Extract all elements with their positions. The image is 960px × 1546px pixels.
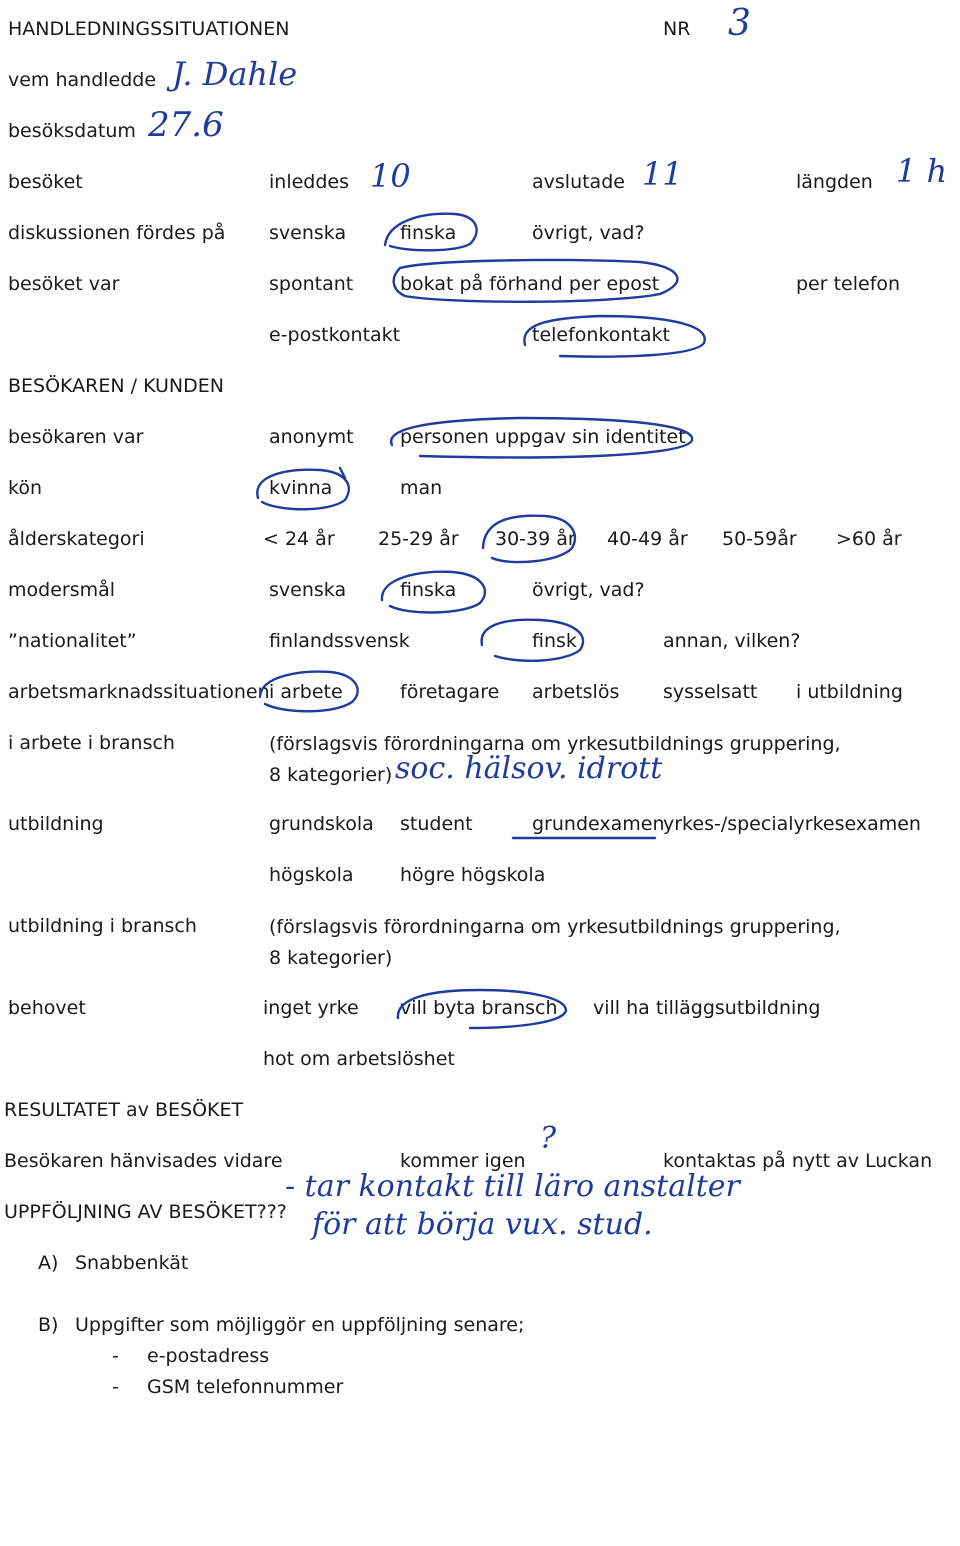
bransch-label: i arbete i bransch [8,732,175,754]
behovet-option-tillaggsutbildning: vill ha tilläggsutbildning [593,997,821,1019]
besoket-var-option-telefonkontakt: telefonkontakt [532,324,671,346]
resultat-kontaktas: kontaktas på nytt av Luckan [663,1150,933,1172]
item-b-text: Uppgifter som möjliggör en uppföljning senare; [75,1314,525,1336]
langden-label: längden [796,171,873,193]
arbetsmarknad-option-i-arbete: i arbete [269,681,343,703]
besoket-var-option-telefon: per telefon [796,273,901,295]
modersmal-option-finska: finska [400,579,457,601]
diskussion-option-finska: finska [400,222,457,244]
uppfoljning-handwritten-line2: för att börja vux. stud. [312,1207,653,1242]
alder-option-under24: < 24 år [263,528,335,550]
bransch-text: (förslagsvis förordningarna om yrkesutbildnings gruppering, 8 kategorier) [269,733,841,786]
arbetsmarknad-option-foretagare: företagare [400,681,500,703]
diskussion-option-svenska: svenska [269,222,347,244]
bullet-dash: - [112,1345,119,1367]
item-a-marker: A) [38,1252,59,1274]
besoket-var-option-spontant: spontant [269,273,354,295]
bullet-epostadress: e-postadress [147,1345,270,1367]
resultat-question-mark: ? [540,1121,557,1156]
arbetsmarknad-option-sysselsatt: sysselsatt [663,681,758,703]
inleddes-handwritten-value: 10 [370,157,411,195]
kon-option-kvinna: kvinna [269,477,333,499]
utbildning-option-hogskola: högskola [269,864,354,886]
datum-handwritten-value: 27.6 [148,105,224,145]
alder-option-30-39: 30-39 år [495,528,576,550]
arbetsmarknad-option-arbetslos: arbetslös [532,681,620,703]
arbetsmarknad-label: arbetsmarknadssituationen [8,681,270,703]
modersmal-option-svenska: svenska [269,579,347,601]
kon-label: kön [8,477,42,499]
langden-handwritten-value: 1 h [896,152,948,190]
circle-tick-kvinna [340,468,345,478]
besokaren-option-identitet: personen uppgav sin identitet [400,426,686,448]
bullet-dash: - [112,1376,119,1398]
utbildning-option-grundskola: grundskola [269,813,374,835]
bullet-gsm: GSM telefonnummer [147,1376,344,1398]
nationalitet-option-finlandssvensk: finlandssvensk [269,630,410,652]
section-besokaren-heading: BESÖKAREN / KUNDEN [8,375,224,397]
besoket-var-label: besöket var [8,273,120,295]
modersmal-option-ovrigt: övrigt, vad? [532,579,645,601]
diskussion-option-ovrigt: övrigt, vad? [532,222,645,244]
utbildning-option-hogre-hogskola: högre högskola [400,864,546,886]
bransch-handwritten-value: soc. hälsov. idrott [395,751,663,786]
diskussion-label: diskussionen fördes på [8,222,226,244]
utbildning-option-student: student [400,813,473,835]
avslutade-label: avslutade [532,171,625,193]
utbildning-option-grundexamen: grundexamen [532,813,665,835]
item-b-marker: B) [38,1314,59,1336]
avslutade-handwritten-value: 11 [642,155,683,193]
modersmal-label: modersmål [8,579,116,601]
behovet-option-inget-yrke: inget yrke [263,997,359,1019]
utbildning-bransch-label: utbildning i bransch [8,915,197,937]
vem-handwritten-value: J. Dahle [172,55,298,93]
nr-label: NR [663,18,691,40]
utbildning-bransch-text: (förslagsvis förordningarna om yrkesutbildnings gruppering, 8 kategorier) [269,916,841,969]
resultat-hanvisades: Besökaren hänvisades vidare [4,1150,283,1172]
nationalitet-option-annan: annan, vilken? [663,630,801,652]
alder-option-25-29: 25-29 år [378,528,459,550]
behovet-label: behovet [8,997,86,1019]
section-resultat-heading: RESULTATET av BESÖKET [4,1099,244,1121]
item-a-text: Snabbenkät [75,1252,189,1274]
alder-option-over60: >60 år [836,528,902,550]
uppfoljning-label: UPPFÖLJNING AV BESÖKET??? [4,1201,287,1223]
alder-label: ålderskategori [8,528,145,550]
alder-option-40-49: 40-49 år [607,528,688,550]
form-title: HANDLEDNINGSSITUATIONEN [8,18,290,40]
besoket-var-option-epost: bokat på förhand per epost [400,273,660,295]
utbildning-option-yrkesexamen: yrkes-/specialyrkesexamen [663,813,921,835]
datum-label: besöksdatum [8,120,136,142]
kon-option-man: man [400,477,443,499]
besoket-var-option-epostkontakt: e-postkontakt [269,324,401,346]
nationalitet-option-finsk: finsk [532,630,577,652]
besokaren-option-anonymt: anonymt [269,426,354,448]
alder-option-50-59: 50-59år [722,528,797,550]
uppfoljning-handwritten-line1: - tar kontakt till läro anstalter [285,1169,740,1204]
nationalitet-label: ”nationalitet” [8,630,137,652]
behovet-option-arbetsloshet: hot om arbetslöshet [263,1048,455,1070]
resultat-kommer-igen: kommer igen [400,1150,526,1172]
utbildning-label: utbildning [8,813,104,835]
besoket-label: besöket [8,171,83,193]
vem-label: vem handledde [8,69,157,91]
arbetsmarknad-option-i-utbildning: i utbildning [796,681,903,703]
behovet-option-byta-bransch: vill byta bransch [400,997,558,1019]
nr-handwritten-value: 3 [728,3,751,44]
besokaren-var-label: besökaren var [8,426,144,448]
inleddes-label: inleddes [269,171,349,193]
